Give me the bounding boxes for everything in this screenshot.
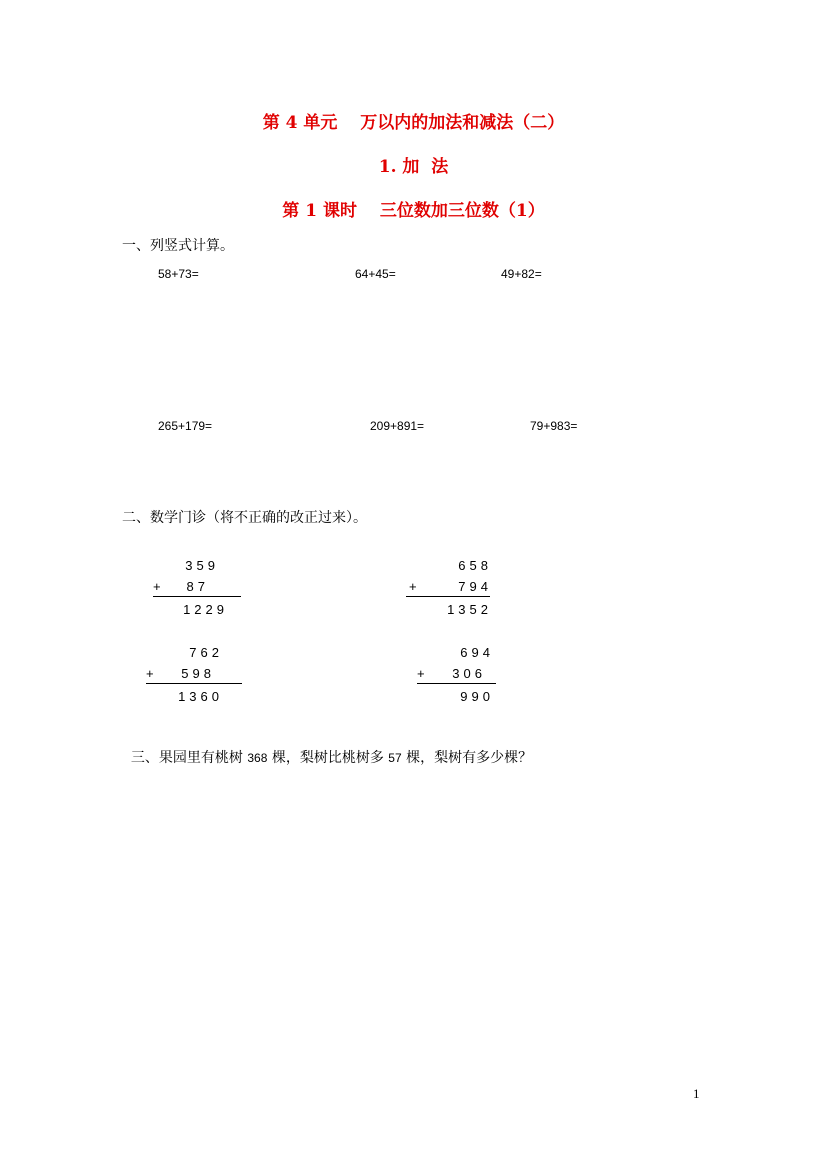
vertical-calculation bbox=[406, 557, 492, 623]
q3-text-suffix: 棵，梨树有多少棵？ bbox=[401, 750, 533, 766]
q1-heading: 一、列竖式计算。 bbox=[122, 238, 234, 254]
sum-result: 990 bbox=[460, 689, 494, 704]
plus-sign: + bbox=[409, 579, 417, 594]
vertical-calculation bbox=[414, 644, 496, 710]
q2-heading: 二、数学门诊（将不正确的改正过来）。 bbox=[122, 510, 367, 526]
q1-expression: 64+45= bbox=[355, 267, 396, 281]
q1-expression: 58+73= bbox=[158, 267, 199, 281]
q3-text-prefix: 三、果园里有桃树 bbox=[130, 750, 248, 766]
addend-top: 762 bbox=[189, 645, 223, 660]
sum-rule bbox=[146, 683, 242, 684]
addend-bottom: 598 bbox=[181, 666, 215, 681]
addend-top: 658 bbox=[458, 558, 492, 573]
q1-expression: 265+179= bbox=[158, 419, 213, 433]
addend-top: 694 bbox=[460, 645, 494, 660]
addend-top: 359 bbox=[185, 558, 219, 573]
sum-result: 1229 bbox=[183, 602, 228, 617]
lesson-title: 第 1 课时 三位数加三位数（1） bbox=[282, 201, 545, 221]
sum-rule bbox=[417, 683, 496, 684]
q1-expression: 209+891= bbox=[370, 419, 425, 433]
sum-result: 1352 bbox=[447, 602, 492, 617]
sum-rule bbox=[153, 596, 241, 597]
plus-sign: + bbox=[417, 666, 425, 681]
vertical-calculation bbox=[143, 644, 243, 710]
q1-expression: 49+82= bbox=[501, 267, 542, 281]
plus-sign: + bbox=[153, 579, 161, 594]
unit-title: 第 4 单元 万以内的加法和减法（二） bbox=[262, 113, 565, 133]
q3-word-problem bbox=[122, 731, 532, 767]
page-number: 1 bbox=[693, 1086, 700, 1101]
addend-bottom: 794 bbox=[458, 579, 492, 594]
plus-sign: + bbox=[146, 666, 154, 681]
vertical-calculation bbox=[143, 557, 239, 623]
q3-text-middle: 棵，梨树比桃树多 bbox=[267, 750, 389, 766]
sum-rule bbox=[406, 596, 490, 597]
q3-number: 368 bbox=[247, 751, 268, 765]
addend-bottom: 87 bbox=[186, 579, 209, 594]
section-title: 1. 加 法 bbox=[378, 157, 449, 177]
addend-bottom: 306 bbox=[452, 666, 486, 681]
q1-expression: 79+983= bbox=[530, 419, 578, 433]
sum-result: 1360 bbox=[178, 689, 223, 704]
q3-number: 57 bbox=[388, 751, 402, 765]
